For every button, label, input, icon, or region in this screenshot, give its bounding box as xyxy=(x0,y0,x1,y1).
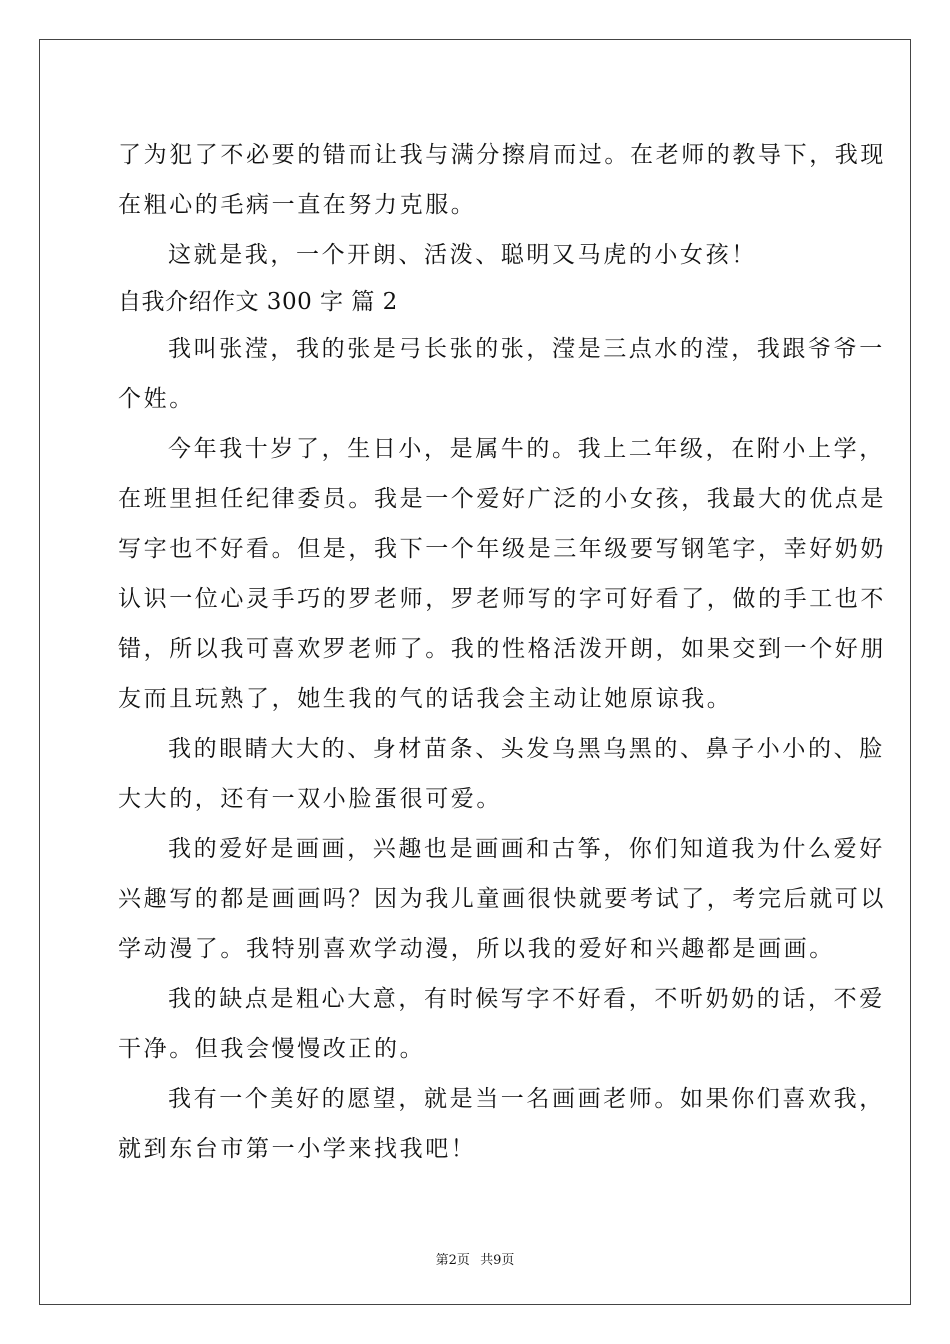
text-line: 兴趣写的都是画画吗？因为我儿童画很快就要考试了，考完后就可以 xyxy=(118,886,886,912)
text-line: 学动漫了。我特别喜欢学动漫，所以我的爱好和兴趣都是画画。 xyxy=(118,936,835,962)
text-line: 大大的，还有一双小脸蛋很可爱。 xyxy=(118,786,502,812)
text-line: 了为犯了不必要的错而让我与满分擦肩而过。在老师的教导下，我现 xyxy=(118,142,886,168)
text-line: 在班里担任纪律委员。我是一个爱好广泛的小女孩，我最大的优点是 xyxy=(118,486,886,512)
section-heading: 自我介绍作文 300 字 篇 2 xyxy=(118,289,398,315)
total-pages: 共9页 xyxy=(480,1253,515,1268)
paragraph-line: 今年我十岁了，生日小，是属牛的。我上二年级，在附小上学， xyxy=(168,436,885,462)
text-line: 干净。但我会慢慢改正的。 xyxy=(118,1036,426,1062)
text-line: 个姓。 xyxy=(118,386,195,412)
text-line: 错，所以我可喜欢罗老师了。我的性格活泼开朗，如果交到一个好朋 xyxy=(118,636,886,662)
page-footer xyxy=(40,1249,910,1268)
text-line: 写字也不好看。但是，我下一个年级是三年级要写钢笔字，幸好奶奶 xyxy=(118,536,886,562)
paragraph-line: 我的爱好是画画，兴趣也是画画和古筝，你们知道我为什么爱好 xyxy=(168,836,885,862)
text-line: 友而且玩熟了，她生我的气的话我会主动让她原谅我。 xyxy=(118,686,733,712)
paragraph-line: 我有一个美好的愿望，就是当一名画画老师。如果你们喜欢我， xyxy=(168,1086,885,1112)
document-page xyxy=(39,39,911,1305)
text-line: 就到东台市第一小学来找我吧！ xyxy=(118,1136,477,1162)
paragraph-line: 我叫张滢，我的张是弓长张的张，滢是三点水的滢，我跟爷爷一 xyxy=(168,336,885,362)
document-body xyxy=(118,130,886,1174)
text-line: 在粗心的毛病一直在努力克服。 xyxy=(118,192,477,218)
paragraph-line: 这就是我，一个开朗、活泼、聪明又马虎的小女孩！ xyxy=(168,242,757,268)
text-line: 认识一位心灵手巧的罗老师，罗老师写的字可好看了，做的手工也不 xyxy=(118,586,886,612)
paragraph-line: 我的缺点是粗心大意，有时候写字不好看，不听奶奶的话，不爱 xyxy=(168,986,885,1012)
paragraph-line: 我的眼睛大大的、身材苗条、头发乌黑乌黑的、鼻子小小的、脸 xyxy=(168,736,885,762)
page-number: 第2页 xyxy=(435,1253,470,1268)
